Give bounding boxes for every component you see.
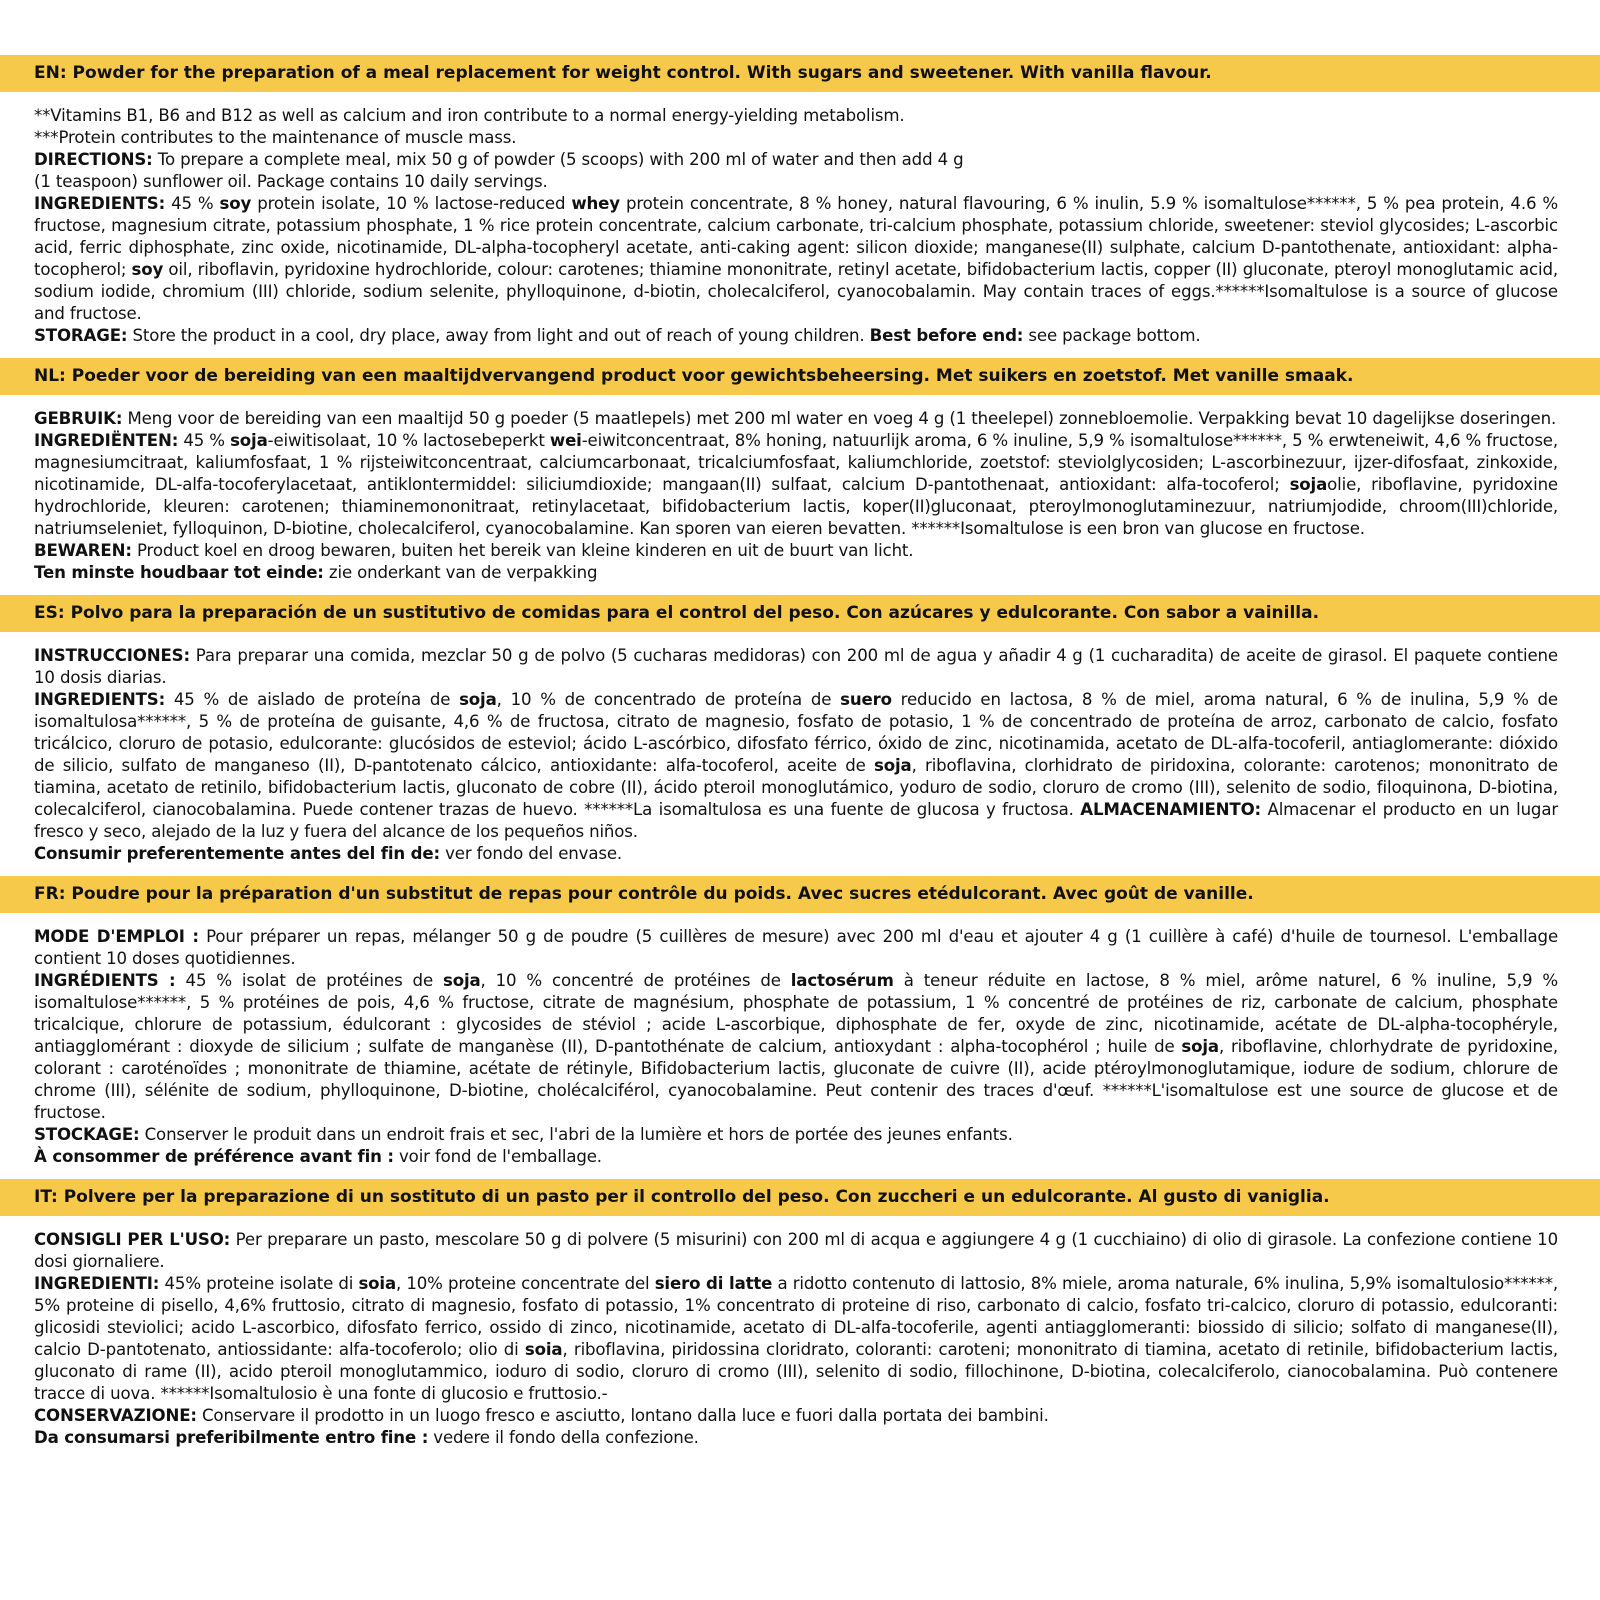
bold-run: soja xyxy=(459,690,497,709)
paragraph xyxy=(34,645,1558,689)
text-run: a ridotto contenuto di lattosio, 8% miele, aroma naturale, 6% inulina, 5,9% isomaltulosio******, 5% proteine di pisello, 4,6% fruttosio, citrato di magnesio, fosfato di potassio, 1% concentrato di proteine di riso, carbonato di calcio, fosfato tri-calcico, cloruro di potassio, edulcoranti: glicosidi steviolici; acido L-ascorbico, difosfato ferrico, ossido di zinco, nicotinamide, acetato di DL-alfa-tocoferile, agenti antiagglomeranti: biossido di silicio; solfato di manganese(II), calcio D-pantotenato, antiossidante: alfa-tocoferolo; olio di xyxy=(34,1274,1558,1359)
bold-run: lactosérum xyxy=(790,971,894,990)
section-body xyxy=(0,92,1600,347)
bold-run: soja xyxy=(442,971,481,990)
bold-run: CONSIGLI PER L'USO: xyxy=(34,1230,231,1249)
bold-run: whey xyxy=(571,194,620,213)
text-run: (1 teaspoon) sunflower oil. Package contains 10 daily servings. xyxy=(34,172,548,191)
text-run: Para preparar una comida, mezclar 50 g de polvo (5 cucharas medidoras) con 200 ml de agua y añadir 4 g (1 cucharadita) de aceite de girasol. El paquete contiene 10 dosis diarias. xyxy=(34,646,1558,687)
bold-run: GEBRUIK: xyxy=(34,409,123,428)
bold-run: Consumir preferentemente antes del fin de: xyxy=(34,844,440,863)
bold-run: DIRECTIONS: xyxy=(34,150,153,169)
text-run: , riboflavina, piridossina cloridrato, coloranti: caroteni; mononitrato di tiamina, acetato di retinile, bifidobacterium lactis, gluconato di rame (II), acido pteroil monoglutammico, ioduro di sodio, cloruro di cromo (III), selenito di sodio, fillochinone, D-biotina, colecalciferolo, cianocobalamina. Può contenere tracce di uova. ******Isomaltulosio è una fonte di glucosio e fruttosio.- xyxy=(34,1340,1558,1403)
bold-run: BEWAREN: xyxy=(34,541,132,560)
text-run: To prepare a complete meal, mix 50 g of powder (5 scoops) with 200 ml of water and then add 4 g xyxy=(152,150,964,169)
paragraph xyxy=(34,1273,1558,1405)
text-run: 45 % de aislado de proteína de xyxy=(165,690,460,709)
text-run: Conservare il prodotto in un luogo fresco e asciutto, lontano dalla luce e fuori dalla portata dei bambini. xyxy=(196,1406,1049,1425)
bold-run: soja xyxy=(1289,475,1328,494)
bold-run: wei xyxy=(549,431,582,450)
bold-run: soja xyxy=(874,756,912,775)
text-run: 45 % xyxy=(165,194,220,213)
text-run: , riboflavina, clorhidrato de piridoxina, colorante: carotenos; mononitrato de tiamina, acetato de retinilo, bifidobacterium lactis, gluconato de cobre (II), ácido pteroil monoglutámico, yoduro de sodio, cloruro de cromo (III), selenito de sodio, filoquinona, D-biotina, colecalciferol, cianocobalamina. Puede contener trazas de huevo. ******La isomaltulosa es una fuente de glucosa y fructosa. xyxy=(34,756,1558,819)
text-run: oil, riboflavin, pyridoxine hydrochloride, colour: carotenes; thiamine mononitrate, retinyl acetate, bifidobacterium lactis, copper (II) gluconate, pteroyl monoglutamic acid, sodium iodide, chromium (III) chloride, sodium selenite, phylloquinone, d-biotin, cholecalciferol, cyanocobalamin. May contain traces of eggs.******Isomaltulose is a source of glucose and fructose. xyxy=(34,260,1558,323)
text-run: 45 % xyxy=(178,431,231,450)
section-it xyxy=(0,1179,1600,1449)
bold-run: ALMACENAMIENTO: xyxy=(1080,800,1262,819)
bold-run: STORAGE: xyxy=(34,326,128,345)
bold-run: soy xyxy=(219,194,252,213)
bold-run: À consommer de préférence avant fin : xyxy=(34,1147,394,1166)
bold-run: INGRÉDIENTS : xyxy=(34,971,176,990)
text-run: vedere il fondo della confezione. xyxy=(428,1428,699,1447)
paragraph xyxy=(34,562,1558,584)
paragraph xyxy=(34,105,1558,127)
section-body xyxy=(0,395,1600,584)
bold-run: STOCKAGE: xyxy=(34,1125,140,1144)
section-es xyxy=(0,595,1600,865)
paragraph xyxy=(34,843,1558,865)
text-run: protein isolate, 10 % lactose-reduced xyxy=(251,194,572,213)
bold-run: soia xyxy=(524,1340,563,1359)
bold-run: Best before end: xyxy=(869,326,1024,345)
paragraph xyxy=(34,325,1558,347)
paragraph xyxy=(34,430,1558,540)
bold-run: INSTRUCCIONES: xyxy=(34,646,190,665)
label-page xyxy=(0,55,1600,1460)
text-run: 45 % isolat de protéines de xyxy=(175,971,443,990)
section-en xyxy=(0,55,1600,347)
section-fr xyxy=(0,876,1600,1168)
bold-run: Ten minste houdbaar tot einde: xyxy=(34,563,324,582)
paragraph xyxy=(34,1405,1558,1427)
paragraph xyxy=(34,193,1558,325)
section-header: ES: Polvo para la preparación de un sustitutivo de comidas para el control del peso. Con azúcares y edulcorante. Con sabor a vainilla. xyxy=(0,595,1600,632)
paragraph xyxy=(34,1229,1558,1273)
paragraph xyxy=(34,127,1558,149)
section-header: IT: Polvere per la preparazione di un sostituto di un pasto per il controllo del peso. Con zuccheri e un edulcorante. Al gusto di vaniglia. xyxy=(0,1179,1600,1216)
text-run: Product koel en droog bewaren, buiten het bereik van kleine kinderen en uit de buurt van licht. xyxy=(131,541,914,560)
text-run: , riboflavine, chlorhydrate de pyridoxine, colorant : caroténoïdes ; mononitrate de thiamine, acétate de rétinyle, Bifidobacterium lactis, gluconate de cuivre (II), acide ptéroylmonoglutamique, iodure de sodium, chlorure de chrome (III), sélénite de sodium, phylloquinone, D-biotine, cholécalciférol, cyanocobalamine. Peut contenir des traces d'œuf. ******L'isomaltulose est une source de glucose et de fructose. xyxy=(34,1037,1558,1122)
bold-run: soy xyxy=(131,260,164,279)
bold-run: suero xyxy=(840,690,892,709)
paragraph xyxy=(34,149,1558,171)
bold-run: soia xyxy=(358,1274,397,1293)
paragraph xyxy=(34,1124,1558,1146)
text-run: reducido en lactosa, 8 % de miel, aroma natural, 6 % de inulina, 5,9 % de isomaltulosa******, 5 % de proteína de guisante, 4,6 % de fructosa, citrato de magnesio, fosfato de potasio, 1 % de concentrado de proteína de arroz, carbonato de calcio, fosfato tricálcico, cloruro de potasio, edulcorante: glucósidos de esteviol; ácido L-ascórbico, difosfato férrico, óxido de zinc, nicotinamida, acetato de DL-alfa-tocoferil, antiaglomerante: dióxido de silicio, sulfato de manganeso (II), D-pantotenato cálcico, antioxidante: alfa-tocoferol, aceite de xyxy=(34,690,1558,775)
text-run: Meng voor de bereiding van een maaltijd 50 g poeder (5 maatlepels) met 200 ml water en voeg 4 g (1 theelepel) zonnebloemolie. Verpakking bevat 10 dagelijkse doseringen. xyxy=(122,409,1557,428)
bold-run: INGREDIENTS: xyxy=(34,194,166,213)
text-run: Store the product in a cool, dry place, away from light and out of reach of young children. xyxy=(127,326,870,345)
text-run: Pour préparer un repas, mélanger 50 g de poudre (5 cuillères de mesure) avec 200 ml d'eau et ajouter 4 g (1 cuillère à café) d'huile de tournesol. L'emballage contient 10 doses quotidiennes. xyxy=(34,927,1558,968)
text-run: zie onderkant van de verpakking xyxy=(323,563,598,582)
text-run: Almacenar el producto en un lugar fresco y seco, alejado de la luz y fuera del alcance de los pequeños niños. xyxy=(34,800,1559,841)
bold-run: soja xyxy=(1181,1037,1219,1056)
section-body xyxy=(0,632,1600,865)
bold-run: CONSERVAZIONE: xyxy=(34,1406,197,1425)
text-run: voir fond de l'emballage. xyxy=(393,1147,602,1166)
text-run: ***Protein contributes to the maintenance of muscle mass. xyxy=(34,128,517,147)
paragraph xyxy=(34,926,1558,970)
text-run: à teneur réduite en lactose, 8 % miel, arôme naturel, 6 % inuline, 5,9 % isomaltulose******, 5 % protéines de pois, 4,6 % fructose, citrate de magnésium, phosphate de potassium, 1 % concentré de protéines de riz, carbonate de calcium, phosphate tricalcique, chlorure de potassium, édulcorant : glycosides de stéviol ; acide L-ascorbique, diphosphate de fer, oxyde de zinc, nicotinamide, acétate de DL-alpha-tocophéryle, antiagglomérant : dioxyde de silicium ; sulfate de manganèse (II), D-pantothénate de calcium, antioxydant : alpha-tocophérol ; huile de xyxy=(34,971,1559,1056)
section-header: NL: Poeder voor de bereiding van een maaltijdvervangend product voor gewichtsbeheersing. Met suikers en zoetstof. Met vanille smaak. xyxy=(0,358,1600,395)
bold-run: MODE D'EMPLOI : xyxy=(34,927,199,946)
paragraph xyxy=(34,540,1558,562)
bold-run: INGREDIËNTEN: xyxy=(34,431,179,450)
paragraph xyxy=(34,689,1558,843)
text-run: Conserver le produit dans un endroit frais et sec, l'abri de la lumière et hors de portée des jeunes enfants. xyxy=(139,1125,1013,1144)
bold-run: soja xyxy=(230,431,268,450)
bold-run: INGREDIENTI: xyxy=(34,1274,160,1293)
text-run: , 10 % concentré de protéines de xyxy=(480,971,791,990)
text-run: protein concentrate, 8 % honey, natural flavouring, 6 % inulin, 5.9 % isomaltulose******, 5 % pea protein, 4.6 % fructose, magnesium citrate, potassium phosphate, 1 % rice protein concentrate, calcium carbonate, tri-calcium phosphate, potassium chloride, sweetener: steviol glycosides; L-ascorbic acid, ferric diphosphate, zinc oxide, nicotinamide, DL-alpha-tocopheryl acetate, anti-caking agent: silicon dioxide; manganese(II) sulphate, calcium D-pantothenate, antioxidant: alpha-tocopherol; xyxy=(34,194,1558,279)
bold-run: INGREDIENTS: xyxy=(34,690,166,709)
paragraph xyxy=(34,408,1558,430)
section-header: EN: Powder for the preparation of a meal replacement for weight control. With sugars and sweetener. With vanilla flavour. xyxy=(0,55,1600,92)
paragraph xyxy=(34,1427,1558,1449)
text-run: , 10% proteine concentrate del xyxy=(396,1274,655,1293)
section-body xyxy=(0,1216,1600,1449)
text-run: ver fondo del envase. xyxy=(439,844,623,863)
text-run: see package bottom. xyxy=(1023,326,1201,345)
bold-run: Da consumarsi preferibilmente entro fine : xyxy=(34,1428,429,1447)
text-run: olie, riboflavine, pyridoxine hydrochloride, kleuren: carotenen; thiaminemononitraat, retinylacetaat, bifidobacterium lactis, koper(II)gluconaat, pteroylmonoglutaminezuur, natriumjodide, chroom(III)chloride, natriumseleniet, fylloquinon, D-biotine, cholecalciferol, cyanocobalamine. Kan sporen van eieren bevatten. ******Isomaltulose is een bron van glucose en fructose. xyxy=(34,475,1558,538)
paragraph xyxy=(34,171,1558,193)
paragraph xyxy=(34,1146,1558,1168)
section-nl xyxy=(0,358,1600,584)
section-body xyxy=(0,913,1600,1168)
text-run: -eiwitconcentraat, 8% honing, natuurlijk aroma, 6 % inuline, 5,9 % isomaltulose******, 5 % erwteneiwit, 4,6 % fructose, magnesiumcitraat, kaliumfosfaat, 1 % rijsteiwitconcentraat, calciumcarbonaat, tricalciumfosfaat, kaliumchloride, zoetstof: steviolglycosiden; L-ascorbinezuur, ijzer-difosfaat, zinkoxide, nicotinamide, DL-alfa-tocoferylacetaat, antiklontermiddel: siliciumdioxide; mangaan(II) sulfaat, calcium D-pantothenaat, antioxidant: alfa-tocoferol; xyxy=(34,431,1558,494)
text-run: , 10 % de concentrado de proteína de xyxy=(496,690,841,709)
text-run: Per preparare un pasto, mescolare 50 g di polvere (5 misurini) con 200 ml di acqua e aggiungere 4 g (1 cucchiaino) di olio di girasole. La confezione contiene 10 dosi giornaliere. xyxy=(34,1230,1558,1271)
text-run: **Vitamins B1, B6 and B12 as well as calcium and iron contribute to a normal energy-yielding metabolism. xyxy=(34,106,905,125)
text-run: -eiwitisolaat, 10 % lactosebeperkt xyxy=(267,431,550,450)
bold-run: siero di latte xyxy=(654,1274,773,1293)
paragraph xyxy=(34,970,1558,1124)
text-run: 45% proteine isolate di xyxy=(159,1274,359,1293)
section-header: FR: Poudre pour la préparation d'un substitut de repas pour contrôle du poids. Avec sucres etédulcorant. Avec goût de vanille. xyxy=(0,876,1600,913)
